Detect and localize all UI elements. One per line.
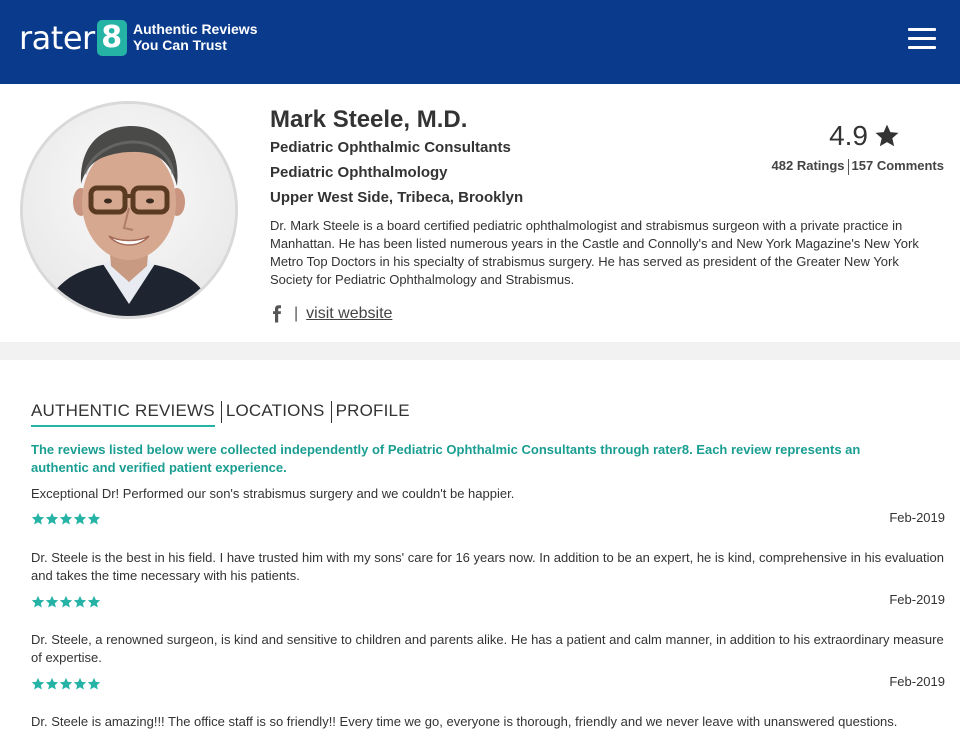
review-tabs [31, 401, 410, 429]
star-icon [45, 677, 59, 691]
tab-locations[interactable]: LOCATIONS [225, 401, 325, 420]
review-text: Dr. Steele is amazing!!! The office staff is so friendly!! Every time we go, everyone is thorough, friendly and we never leave with unanswered questions. [31, 714, 898, 729]
review-text: Dr. Steele, a renowned surgeon, is kind and sensitive to children and parents alike. He has a patient and calm manner, in addition to his extraordinary measure of expertise. [31, 632, 944, 665]
star-icon [73, 512, 87, 526]
rater8-logo[interactable] [19, 20, 127, 56]
rating-value: 4.9 [829, 120, 868, 151]
star-icon [59, 595, 73, 609]
doctor-specialty: Pediatric Ophthalmology [270, 164, 448, 181]
star-icon [45, 595, 59, 609]
rating-counts [740, 158, 944, 175]
ratings-count[interactable]: 482 Ratings [771, 158, 845, 173]
counts-divider [848, 159, 849, 175]
comments-count[interactable]: 157 Comments [851, 158, 944, 173]
star-icon [87, 677, 101, 691]
star-icon [73, 677, 87, 691]
star-icon [31, 512, 45, 526]
doctor-practice: Pediatric Ophthalmic Consultants [270, 139, 511, 156]
review-stars [31, 595, 101, 609]
star-icon [59, 512, 73, 526]
hamburger-menu-icon[interactable] [908, 27, 936, 49]
star-icon [59, 677, 73, 691]
doctor-name: Mark Steele, M.D. [270, 106, 468, 133]
doctor-locations: Upper West Side, Tribeca, Brooklyn [270, 189, 524, 206]
tagline-line2: You Can Trust [133, 37, 227, 53]
star-icon [87, 595, 101, 609]
review-text: Dr. Steele is the best in his field. I have trusted him with my sons' care for 16 years now. In addition to be an expert, he is kind, comprehensive in his evaluation and takes the time necessary with his patients. [31, 550, 944, 583]
logo-number-badge: 8 [97, 20, 127, 56]
review-date: Feb-2019 [889, 674, 945, 689]
doctor-avatar [20, 101, 238, 319]
tab-authentic-reviews[interactable]: AUTHENTIC REVIEWS [31, 401, 215, 427]
section-divider-band [0, 342, 960, 360]
logo-word: rater [19, 19, 95, 57]
star-icon [31, 677, 45, 691]
rating-summary [740, 118, 944, 175]
review-stars [31, 512, 101, 526]
review-text: Exceptional Dr! Performed our son's strabismus surgery and we couldn't be happier. [31, 486, 515, 501]
visit-website-link[interactable]: visit website [306, 305, 393, 322]
tab-profile[interactable]: PROFILE [335, 401, 410, 420]
social-links [270, 303, 392, 325]
review-date: Feb-2019 [889, 510, 945, 525]
facebook-icon[interactable] [270, 305, 284, 323]
doctor-bio: Dr. Mark Steele is a board certified pediatric ophthalmologist and strabismus surgeon with a private practice in Manhattan. He has been listed numerous years in the Castle and Connolly's and New York Magazine's New York Metro Top Doctors in his specialty of strabismus surgery. He has served as president of the Greater New York Society for Pediatric Ophthalmology and Strabismus. [270, 218, 919, 287]
star-icon [73, 595, 87, 609]
reviews-notice: The reviews listed below were collected independently of Pediatric Ophthalmic Consultants through rater8. Each review represents an authentic and verified patient experience. [31, 442, 861, 475]
star-icon [45, 512, 59, 526]
review-date: Feb-2019 [889, 592, 945, 607]
top-header [0, 0, 960, 84]
doctor-photo [23, 104, 235, 316]
review-stars [31, 677, 101, 691]
star-icon [87, 512, 101, 526]
tab-divider [331, 401, 332, 423]
star-icon [31, 595, 45, 609]
tagline [133, 21, 257, 53]
tab-divider [221, 401, 222, 423]
social-separator: | [294, 305, 299, 322]
tagline-line1: Authentic Reviews [133, 21, 258, 37]
star-icon [874, 123, 900, 149]
